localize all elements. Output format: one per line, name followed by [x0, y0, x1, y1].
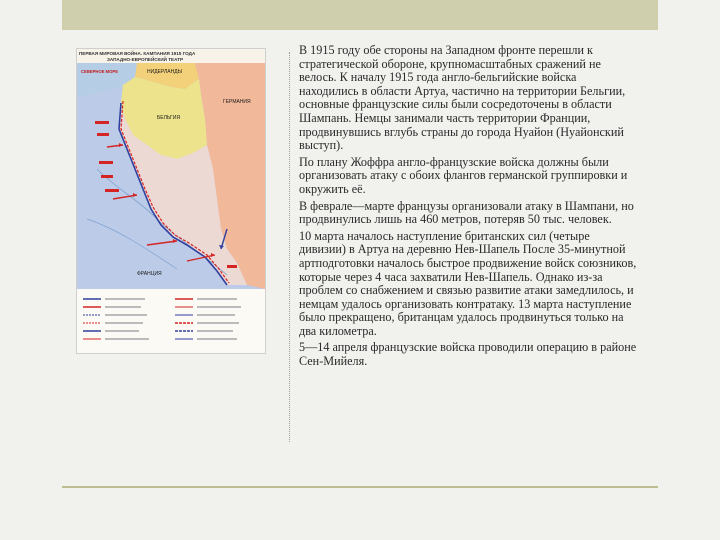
- date-marker: [227, 265, 237, 268]
- label-netherlands: НИДЕРЛАНДЫ: [147, 69, 183, 75]
- label-germany: ГЕРМАНИЯ: [223, 99, 251, 105]
- date-marker: [99, 161, 113, 164]
- label-belgium: БЕЛЬГИЯ: [157, 115, 181, 121]
- paragraph: В феврале—марте французы организовали атаку в Шампани, но продвинулись лишь на 460 метров, потеряв 50 тыс. человек.: [299, 198, 634, 227]
- top-decorative-band: [62, 0, 658, 30]
- paragraph: 5—14 апреля французские войска проводили операцию в районе Сен-Мийеля.: [299, 340, 637, 369]
- column-divider: [289, 52, 290, 442]
- label-north-sea: СЕВЕРНОЕ МОРЕ: [81, 69, 118, 74]
- campaign-map: [77, 49, 265, 353]
- paragraph: По плану Жоффра англо-французские войска должны были организовать атаку с обоих флангов германской группировки и окружить её.: [299, 154, 628, 196]
- map-image: [76, 48, 266, 354]
- label-france: ФРАНЦИЯ: [137, 271, 162, 277]
- paragraph: В 1915 году обе стороны на Западном фронте перешли к стратегической обороне, крупномасштабных сражений не велось. К началу 1915 года англо-бельгийские войска находились в области Артуа, частично на территории Бельгии, основные французские силы были сосредоточены в области Шампань. Немцы занимали часть территории Франции, продвинувшись вглубь страны до города Нуайон (Нуайонский выступ).: [299, 43, 626, 153]
- map-title-line1: ПЕРВАЯ МИРОВАЯ ВОЙНА. КАМПАНИЯ 1915 ГОДА: [79, 51, 196, 56]
- date-marker: [95, 121, 109, 124]
- paragraph: 10 марта началось наступление британских сил (четыре дивизии) в Артуа на деревню Нев-Шапель После 35-минутной артподготовки началось быстрое продвижение войск союзников, которые через 4 часа захватили Нев-Шапель. Однако из-за проблем со снабжением и связью развитие атаки замедлилось, и немцам удалось организовать контратаку. 13 марта наступление было прекращено, британцам удалось продвинуться только на два километра.: [299, 228, 637, 338]
- bottom-rule: [62, 486, 658, 488]
- date-marker: [97, 133, 109, 136]
- text-column: [299, 44, 639, 372]
- date-marker: [101, 175, 113, 178]
- map-title-line2: ЗАПАДНО-ЕВРОПЕЙСКИЙ ТЕАТР: [107, 57, 184, 62]
- date-marker: [105, 189, 119, 192]
